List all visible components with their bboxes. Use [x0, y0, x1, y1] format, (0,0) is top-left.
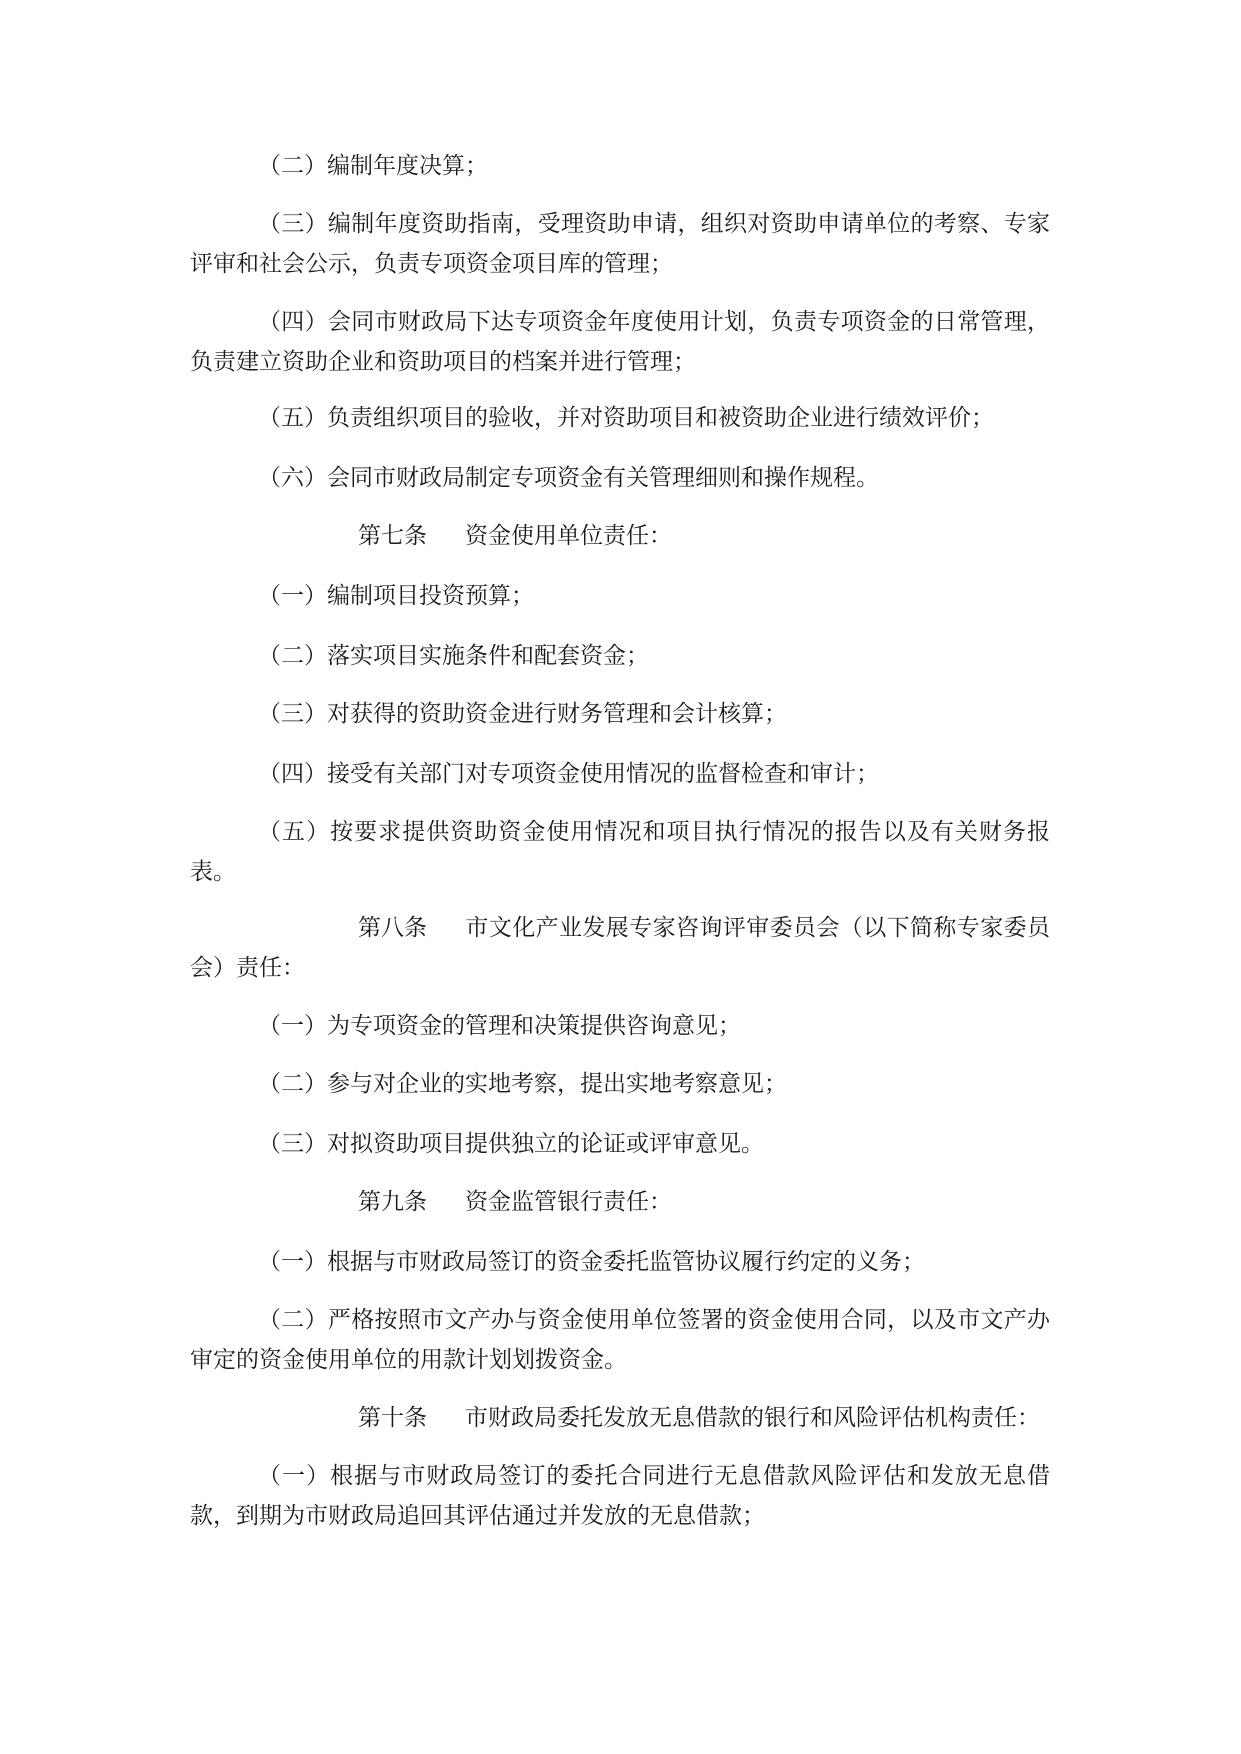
paragraph-item: （二）严格按照市文产办与资金使用单位签署的资金使用合同，以及市文产办审定的资金使用单位的用款计划划拨资金。 — [190, 1307, 1050, 1373]
article-heading — [190, 1182, 1050, 1222]
article-number: 第七条 — [358, 523, 427, 549]
paragraph-item: （四）会同市财政局下达专项资金年度使用计划，负责专项资金的日常管理，负责建立资助企业和资助项目的档案并进行管理； — [190, 309, 1050, 375]
paragraph-item: （一）为专项资金的管理和决策提供咨询意见； — [258, 1013, 741, 1039]
article-number: 第十条 — [358, 1405, 427, 1431]
article-text: 市文化产业发展专家咨询评审委员会（以下简称专家委员会）责任： — [190, 915, 1050, 981]
paragraph-item: （二）参与对企业的实地考察，提出实地考察意见； — [258, 1071, 787, 1097]
paragraph-item: （三）对拟资助项目提供独立的论证或评审意见。 — [258, 1131, 764, 1157]
paragraph-item: （二）落实项目实施条件和配套资金； — [258, 643, 649, 669]
paragraph-item: （一）根据与市财政局签订的资金委托监管协议履行约定的义务； — [258, 1249, 925, 1275]
paragraph-item: （一）编制项目投资预算； — [258, 583, 534, 609]
article-number: 第九条 — [358, 1189, 427, 1215]
paragraph-item: （三）编制年度资助指南，受理资助申请，组织对资助申请单位的考察、专家评审和社会公示，负责专项资金项目库的管理； — [190, 211, 1050, 277]
paragraph-item: （四）接受有关部门对专项资金使用情况的监督检查和审计； — [258, 761, 879, 787]
paragraph-item: （二）编制年度决算； — [258, 153, 488, 179]
article-number: 第八条 — [358, 915, 427, 941]
paragraph-item: （一）根据与市财政局签订的委托合同进行无息借款风险评估和发放无息借款，到期为市财政局追回其评估通过并发放的无息借款； — [190, 1463, 1050, 1529]
paragraph-item: （三）对获得的资助资金进行财务管理和会计核算； — [258, 701, 787, 727]
article-heading — [190, 908, 1050, 988]
paragraph-item: （五）负责组织项目的验收，并对资助项目和被资助企业进行绩效评价； — [258, 405, 994, 431]
paragraph-item: （五）按要求提供资助资金使用情况和项目执行情况的报告以及有关财务报表。 — [190, 819, 1050, 885]
article-text: 市财政局委托发放无息借款的银行和风险评估机构责任： — [465, 1405, 1040, 1431]
article-text: 资金监管银行责任： — [465, 1189, 672, 1215]
article-heading — [190, 516, 1050, 556]
article-heading — [190, 1398, 1050, 1438]
paragraph-item: （六）会同市财政局制定专项资金有关管理细则和操作规程。 — [258, 465, 879, 491]
article-text: 资金使用单位责任： — [465, 523, 672, 549]
